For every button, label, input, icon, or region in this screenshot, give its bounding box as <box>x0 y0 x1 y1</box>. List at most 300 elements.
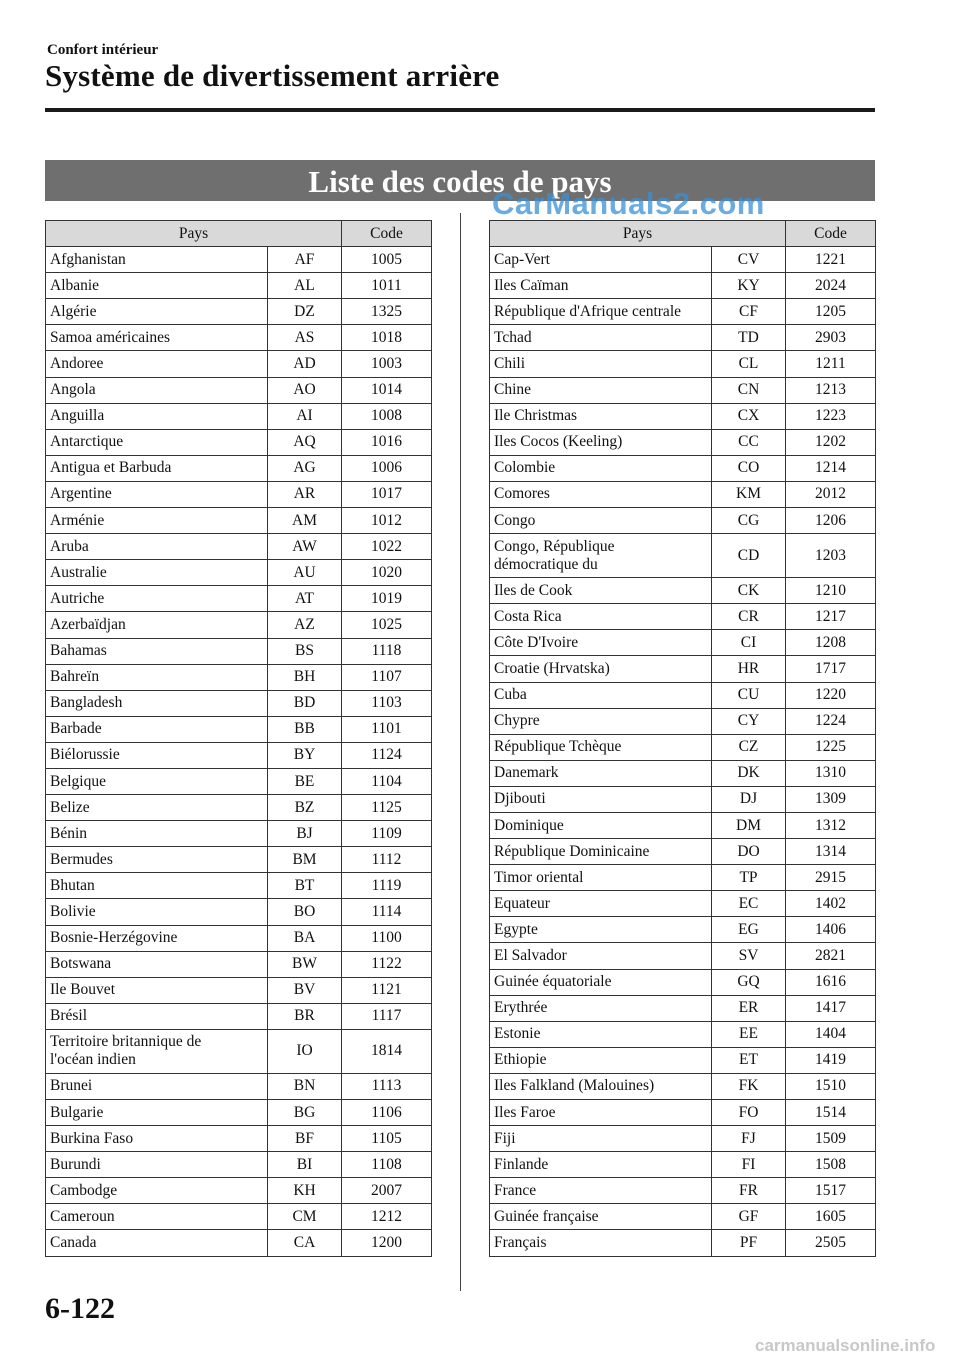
country-numeric-code-cell: 1310 <box>786 760 876 786</box>
country-numeric-code-cell: 1006 <box>342 455 432 481</box>
country-name-cell: Arménie <box>46 508 268 534</box>
country-name-cell: Finlande <box>490 1152 712 1178</box>
country-numeric-code-cell: 1203 <box>786 534 876 578</box>
country-name-cell: Iles Faroe <box>490 1100 712 1126</box>
country-alpha-code-cell: KY <box>712 273 786 299</box>
country-name-cell: Egypte <box>490 917 712 943</box>
country-alpha-code-cell: BM <box>268 847 342 873</box>
country-name-cell: Cuba <box>490 682 712 708</box>
country-numeric-code-cell: 1224 <box>786 708 876 734</box>
country-numeric-code-cell: 1210 <box>786 578 876 604</box>
table-row <box>46 1230 432 1256</box>
country-name-cell: Bulgarie <box>46 1100 268 1126</box>
table-row <box>490 865 876 891</box>
country-alpha-code-cell: EC <box>712 891 786 917</box>
table-row <box>46 377 432 403</box>
country-alpha-code-cell: AL <box>268 273 342 299</box>
country-alpha-code-cell: CM <box>268 1204 342 1230</box>
country-alpha-code-cell: BV <box>268 977 342 1003</box>
table-row <box>490 1073 876 1099</box>
country-name-cell: Iles Falkland (Malouines) <box>490 1073 712 1099</box>
country-numeric-code-cell: 1113 <box>342 1073 432 1099</box>
country-numeric-code-cell: 1112 <box>342 847 432 873</box>
country-numeric-code-cell: 1103 <box>342 690 432 716</box>
country-name-cell: Bahreïn <box>46 664 268 690</box>
country-numeric-code-cell: 1402 <box>786 891 876 917</box>
country-numeric-code-cell: 1508 <box>786 1152 876 1178</box>
country-numeric-code-cell: 2505 <box>786 1230 876 1256</box>
table-row <box>490 578 876 604</box>
country-numeric-code-cell: 1117 <box>342 1003 432 1029</box>
country-numeric-code-cell: 1404 <box>786 1021 876 1047</box>
country-name-cell: Anguilla <box>46 403 268 429</box>
country-alpha-code-cell: BJ <box>268 821 342 847</box>
country-alpha-code-cell: CU <box>712 682 786 708</box>
country-numeric-code-cell: 1017 <box>342 481 432 507</box>
country-numeric-code-cell: 1509 <box>786 1126 876 1152</box>
country-numeric-code-cell: 1101 <box>342 716 432 742</box>
table-row <box>46 560 432 586</box>
table-row <box>46 664 432 690</box>
country-name-cell: Ethiopie <box>490 1047 712 1073</box>
country-numeric-code-cell: 1206 <box>786 508 876 534</box>
table-row <box>490 1178 876 1204</box>
footer-site-url: carmanualsonline.info <box>755 1336 936 1355</box>
country-name-cell: Territoire britannique de l'océan indien <box>46 1029 268 1073</box>
country-numeric-code-cell: 2012 <box>786 481 876 507</box>
country-numeric-code-cell: 1205 <box>786 299 876 325</box>
country-name-cell: Aruba <box>46 534 268 560</box>
country-numeric-code-cell: 1225 <box>786 734 876 760</box>
table-row <box>490 351 876 377</box>
country-numeric-code-cell: 1119 <box>342 873 432 899</box>
country-numeric-code-cell: 1106 <box>342 1100 432 1126</box>
country-name-cell: Andoree <box>46 351 268 377</box>
table-row <box>46 638 432 664</box>
country-name-cell: Burkina Faso <box>46 1126 268 1152</box>
country-numeric-code-cell: 1212 <box>342 1204 432 1230</box>
table-row <box>46 247 432 273</box>
country-numeric-code-cell: 1012 <box>342 508 432 534</box>
country-alpha-code-cell: AM <box>268 508 342 534</box>
country-alpha-code-cell: AI <box>268 403 342 429</box>
table-row <box>46 690 432 716</box>
country-numeric-code-cell: 1118 <box>342 638 432 664</box>
table-row <box>46 951 432 977</box>
table-row <box>490 247 876 273</box>
country-name-cell: Bénin <box>46 821 268 847</box>
country-alpha-code-cell: ER <box>712 995 786 1021</box>
country-alpha-code-cell: PF <box>712 1230 786 1256</box>
country-alpha-code-cell: CC <box>712 429 786 455</box>
table-row <box>490 455 876 481</box>
country-numeric-code-cell: 1107 <box>342 664 432 690</box>
country-numeric-code-cell: 1717 <box>786 656 876 682</box>
table-row <box>490 969 876 995</box>
country-numeric-code-cell: 1616 <box>786 969 876 995</box>
column-header-country: Pays <box>490 221 786 247</box>
country-alpha-code-cell: DZ <box>268 299 342 325</box>
country-numeric-code-cell: 1220 <box>786 682 876 708</box>
section-label: Confort intérieur <box>47 42 159 58</box>
country-numeric-code-cell: 2024 <box>786 273 876 299</box>
country-name-cell: Antigua et Barbuda <box>46 455 268 481</box>
table-row <box>490 630 876 656</box>
country-name-cell: Chili <box>490 351 712 377</box>
country-alpha-code-cell: BI <box>268 1152 342 1178</box>
country-alpha-code-cell: FI <box>712 1152 786 1178</box>
table-row <box>490 273 876 299</box>
country-numeric-code-cell: 1109 <box>342 821 432 847</box>
country-name-cell: Côte D'Ivoire <box>490 630 712 656</box>
country-name-cell: Bermudes <box>46 847 268 873</box>
country-numeric-code-cell: 1100 <box>342 925 432 951</box>
country-alpha-code-cell: AT <box>268 586 342 612</box>
table-row <box>46 481 432 507</box>
country-numeric-code-cell: 1202 <box>786 429 876 455</box>
country-alpha-code-cell: EE <box>712 1021 786 1047</box>
country-name-cell: Comores <box>490 481 712 507</box>
table-row <box>490 786 876 812</box>
country-numeric-code-cell: 1020 <box>342 560 432 586</box>
table-row <box>490 377 876 403</box>
table-row <box>46 1073 432 1099</box>
country-alpha-code-cell: BW <box>268 951 342 977</box>
country-name-cell: Botswana <box>46 951 268 977</box>
country-alpha-code-cell: BD <box>268 690 342 716</box>
country-name-cell: Dominique <box>490 812 712 838</box>
column-header-code: Code <box>342 221 432 247</box>
country-alpha-code-cell: CL <box>712 351 786 377</box>
table-row <box>490 1204 876 1230</box>
country-alpha-code-cell: BB <box>268 716 342 742</box>
country-name-cell: Costa Rica <box>490 604 712 630</box>
country-numeric-code-cell: 1200 <box>342 1230 432 1256</box>
country-name-cell: Congo, République démocratique du <box>490 534 712 578</box>
table-row <box>46 847 432 873</box>
country-numeric-code-cell: 2007 <box>342 1178 432 1204</box>
country-name-cell: Djibouti <box>490 786 712 812</box>
country-numeric-code-cell: 1417 <box>786 995 876 1021</box>
country-numeric-code-cell: 1314 <box>786 839 876 865</box>
country-alpha-code-cell: GQ <box>712 969 786 995</box>
country-numeric-code-cell: 1208 <box>786 630 876 656</box>
country-numeric-code-cell: 1125 <box>342 795 432 821</box>
country-numeric-code-cell: 1517 <box>786 1178 876 1204</box>
country-numeric-code-cell: 1124 <box>342 742 432 768</box>
country-alpha-code-cell: DJ <box>712 786 786 812</box>
country-name-cell: Iles Caïman <box>490 273 712 299</box>
country-numeric-code-cell: 1605 <box>786 1204 876 1230</box>
table-row <box>490 1021 876 1047</box>
country-alpha-code-cell: CA <box>268 1230 342 1256</box>
country-alpha-code-cell: BA <box>268 925 342 951</box>
country-alpha-code-cell: AU <box>268 560 342 586</box>
country-name-cell: Colombie <box>490 455 712 481</box>
country-name-cell: Bosnie-Herzégovine <box>46 925 268 951</box>
country-alpha-code-cell: AZ <box>268 612 342 638</box>
table-row <box>46 612 432 638</box>
country-alpha-code-cell: FR <box>712 1178 786 1204</box>
country-alpha-code-cell: AO <box>268 377 342 403</box>
table-row <box>46 1100 432 1126</box>
column-divider <box>460 213 461 1291</box>
country-numeric-code-cell: 1223 <box>786 403 876 429</box>
country-alpha-code-cell: CI <box>712 630 786 656</box>
country-name-cell: Bangladesh <box>46 690 268 716</box>
table-row <box>490 534 876 578</box>
country-alpha-code-cell: AG <box>268 455 342 481</box>
country-numeric-code-cell: 1221 <box>786 247 876 273</box>
country-numeric-code-cell: 1105 <box>342 1126 432 1152</box>
table-row <box>490 1047 876 1073</box>
country-numeric-code-cell: 2821 <box>786 943 876 969</box>
country-alpha-code-cell: ET <box>712 1047 786 1073</box>
country-alpha-code-cell: HR <box>712 656 786 682</box>
country-alpha-code-cell: AD <box>268 351 342 377</box>
country-alpha-code-cell: AS <box>268 325 342 351</box>
table-row <box>490 708 876 734</box>
country-numeric-code-cell: 1510 <box>786 1073 876 1099</box>
country-numeric-code-cell: 1114 <box>342 899 432 925</box>
table-row <box>46 508 432 534</box>
country-numeric-code-cell: 2915 <box>786 865 876 891</box>
country-name-cell: Azerbaïdjan <box>46 612 268 638</box>
country-name-cell: Chypre <box>490 708 712 734</box>
table-row <box>46 273 432 299</box>
table-row <box>490 812 876 838</box>
country-name-cell: République d'Afrique centrale <box>490 299 712 325</box>
country-name-cell: El Salvador <box>490 943 712 969</box>
country-alpha-code-cell: CN <box>712 377 786 403</box>
country-codes-table-right <box>489 220 876 1257</box>
country-name-cell: Argentine <box>46 481 268 507</box>
table-row <box>490 403 876 429</box>
table-row <box>46 821 432 847</box>
country-name-cell: Belgique <box>46 768 268 794</box>
country-name-cell: Guinée française <box>490 1204 712 1230</box>
country-name-cell: Afghanistan <box>46 247 268 273</box>
country-alpha-code-cell: DM <box>712 812 786 838</box>
header-rule <box>45 108 875 112</box>
country-alpha-code-cell: TD <box>712 325 786 351</box>
table-row <box>46 1178 432 1204</box>
country-name-cell: Australie <box>46 560 268 586</box>
country-codes-table-left <box>45 220 432 1257</box>
country-name-cell: Ile Bouvet <box>46 977 268 1003</box>
table-row <box>46 1204 432 1230</box>
country-numeric-code-cell: 1008 <box>342 403 432 429</box>
page-title: Système de divertissement arrière <box>45 58 500 93</box>
country-alpha-code-cell: CG <box>712 508 786 534</box>
table-row <box>46 1152 432 1178</box>
country-alpha-code-cell: AR <box>268 481 342 507</box>
country-alpha-code-cell: DK <box>712 760 786 786</box>
country-numeric-code-cell: 1217 <box>786 604 876 630</box>
table-row <box>46 716 432 742</box>
country-name-cell: Brésil <box>46 1003 268 1029</box>
country-name-cell: Angola <box>46 377 268 403</box>
country-alpha-code-cell: AQ <box>268 429 342 455</box>
country-numeric-code-cell: 1213 <box>786 377 876 403</box>
country-name-cell: Antarctique <box>46 429 268 455</box>
country-name-cell: Ile Christmas <box>490 403 712 429</box>
table-row <box>490 891 876 917</box>
table-row <box>46 1126 432 1152</box>
table-row <box>490 1230 876 1256</box>
table-row <box>46 1029 432 1073</box>
country-alpha-code-cell: TP <box>712 865 786 891</box>
page-number: 6-122 <box>45 1292 115 1325</box>
table-row <box>46 586 432 612</box>
country-name-cell: Iles de Cook <box>490 578 712 604</box>
section-banner: Liste des codes de pays <box>45 160 875 201</box>
country-name-cell: Equateur <box>490 891 712 917</box>
country-name-cell: Samoa américaines <box>46 325 268 351</box>
country-alpha-code-cell: GF <box>712 1204 786 1230</box>
country-numeric-code-cell: 1312 <box>786 812 876 838</box>
country-numeric-code-cell: 1011 <box>342 273 432 299</box>
country-name-cell: Danemark <box>490 760 712 786</box>
table-header-row <box>490 221 876 247</box>
country-name-cell: Autriche <box>46 586 268 612</box>
country-name-cell: Chine <box>490 377 712 403</box>
table-row <box>46 925 432 951</box>
country-alpha-code-cell: BT <box>268 873 342 899</box>
column-header-code: Code <box>786 221 876 247</box>
table-row <box>490 481 876 507</box>
country-name-cell: Belize <box>46 795 268 821</box>
table-row <box>490 760 876 786</box>
country-name-cell: France <box>490 1178 712 1204</box>
country-name-cell: Erythrée <box>490 995 712 1021</box>
country-numeric-code-cell: 1016 <box>342 429 432 455</box>
country-name-cell: Guinée équatoriale <box>490 969 712 995</box>
country-alpha-code-cell: BY <box>268 742 342 768</box>
country-numeric-code-cell: 1025 <box>342 612 432 638</box>
table-row <box>46 899 432 925</box>
country-numeric-code-cell: 1014 <box>342 377 432 403</box>
country-alpha-code-cell: KM <box>712 481 786 507</box>
country-alpha-code-cell: AW <box>268 534 342 560</box>
table-row <box>490 734 876 760</box>
country-name-cell: République Dominicaine <box>490 839 712 865</box>
country-numeric-code-cell: 1325 <box>342 299 432 325</box>
table-row <box>490 656 876 682</box>
country-numeric-code-cell: 1122 <box>342 951 432 977</box>
country-alpha-code-cell: BG <box>268 1100 342 1126</box>
country-alpha-code-cell: SV <box>712 943 786 969</box>
table-row <box>490 508 876 534</box>
country-alpha-code-cell: KH <box>268 1178 342 1204</box>
country-name-cell: Bhutan <box>46 873 268 899</box>
country-name-cell: Canada <box>46 1230 268 1256</box>
country-name-cell: Français <box>490 1230 712 1256</box>
table-row <box>46 1003 432 1029</box>
country-alpha-code-cell: CX <box>712 403 786 429</box>
country-alpha-code-cell: CV <box>712 247 786 273</box>
country-alpha-code-cell: BH <box>268 664 342 690</box>
country-name-cell: Cameroun <box>46 1204 268 1230</box>
country-alpha-code-cell: BS <box>268 638 342 664</box>
country-alpha-code-cell: DO <box>712 839 786 865</box>
table-header-row <box>46 221 432 247</box>
country-numeric-code-cell: 1406 <box>786 917 876 943</box>
country-name-cell: Brunei <box>46 1073 268 1099</box>
table-row <box>490 1152 876 1178</box>
table-row <box>490 604 876 630</box>
country-alpha-code-cell: AF <box>268 247 342 273</box>
country-name-cell: Estonie <box>490 1021 712 1047</box>
country-numeric-code-cell: 2903 <box>786 325 876 351</box>
country-alpha-code-cell: FJ <box>712 1126 786 1152</box>
country-numeric-code-cell: 1108 <box>342 1152 432 1178</box>
country-name-cell: Iles Cocos (Keeling) <box>490 429 712 455</box>
country-name-cell: Biélorussie <box>46 742 268 768</box>
country-name-cell: Congo <box>490 508 712 534</box>
country-numeric-code-cell: 1022 <box>342 534 432 560</box>
country-numeric-code-cell: 1003 <box>342 351 432 377</box>
table-row <box>46 873 432 899</box>
country-numeric-code-cell: 1005 <box>342 247 432 273</box>
table-row <box>46 768 432 794</box>
table-row <box>490 839 876 865</box>
watermark-text: CarManuals2.com <box>492 186 765 221</box>
country-alpha-code-cell: CK <box>712 578 786 604</box>
country-alpha-code-cell: CD <box>712 534 786 578</box>
country-alpha-code-cell: CZ <box>712 734 786 760</box>
table-row <box>46 403 432 429</box>
table-row <box>490 325 876 351</box>
country-alpha-code-cell: BF <box>268 1126 342 1152</box>
country-numeric-code-cell: 1019 <box>342 586 432 612</box>
country-numeric-code-cell: 1104 <box>342 768 432 794</box>
country-alpha-code-cell: BR <box>268 1003 342 1029</box>
country-numeric-code-cell: 1814 <box>342 1029 432 1073</box>
country-alpha-code-cell: BN <box>268 1073 342 1099</box>
table-row <box>490 995 876 1021</box>
country-alpha-code-cell: FO <box>712 1100 786 1126</box>
country-alpha-code-cell: EG <box>712 917 786 943</box>
country-numeric-code-cell: 1121 <box>342 977 432 1003</box>
table-row <box>46 742 432 768</box>
country-alpha-code-cell: CR <box>712 604 786 630</box>
country-numeric-code-cell: 1419 <box>786 1047 876 1073</box>
country-alpha-code-cell: IO <box>268 1029 342 1073</box>
country-numeric-code-cell: 1214 <box>786 455 876 481</box>
country-name-cell: Timor oriental <box>490 865 712 891</box>
country-alpha-code-cell: BE <box>268 768 342 794</box>
table-row <box>490 917 876 943</box>
country-numeric-code-cell: 1309 <box>786 786 876 812</box>
table-row <box>490 1100 876 1126</box>
country-name-cell: Bolivie <box>46 899 268 925</box>
table-row <box>490 682 876 708</box>
country-numeric-code-cell: 1514 <box>786 1100 876 1126</box>
table-row <box>46 455 432 481</box>
country-name-cell: Albanie <box>46 273 268 299</box>
table-row <box>46 299 432 325</box>
table-row <box>46 977 432 1003</box>
country-alpha-code-cell: BZ <box>268 795 342 821</box>
table-row <box>46 429 432 455</box>
country-name-cell: Bahamas <box>46 638 268 664</box>
column-header-country: Pays <box>46 221 342 247</box>
country-alpha-code-cell: CF <box>712 299 786 325</box>
country-numeric-code-cell: 1018 <box>342 325 432 351</box>
table-row <box>46 325 432 351</box>
country-numeric-code-cell: 1211 <box>786 351 876 377</box>
